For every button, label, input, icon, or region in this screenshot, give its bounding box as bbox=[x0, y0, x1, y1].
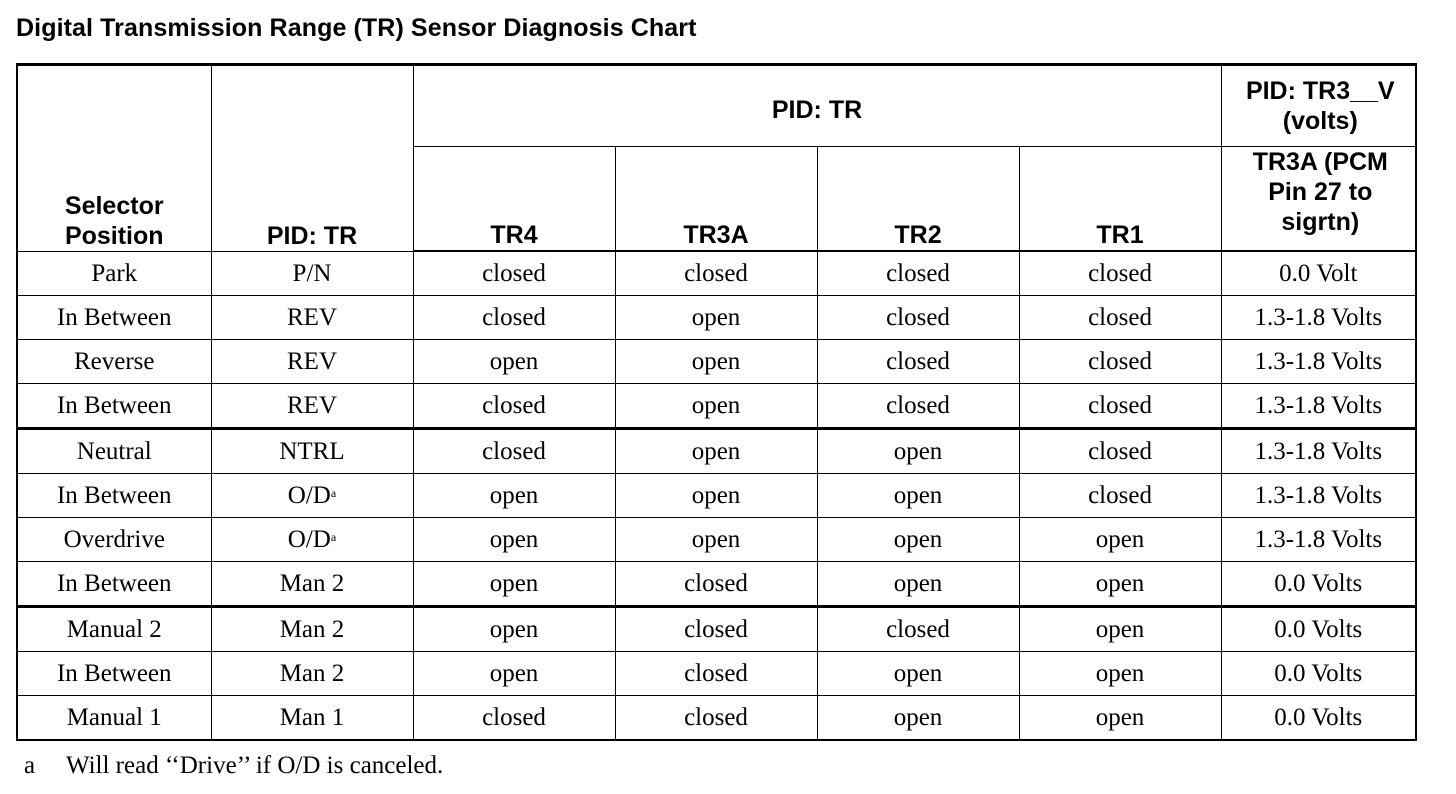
cell-volts bbox=[1221, 429, 1416, 474]
cell-tr1-text: open bbox=[1095, 660, 1145, 687]
cell-tr4-text: open bbox=[489, 616, 539, 643]
cell-tr4 bbox=[413, 607, 615, 652]
cell-volts-text: 0.0 Volts bbox=[1274, 616, 1363, 643]
cell-pid-tr bbox=[211, 607, 413, 652]
cell-tr1-text: closed bbox=[1088, 304, 1152, 331]
cell-tr1-text: open bbox=[1095, 526, 1145, 553]
cell-tr4-text: open bbox=[489, 660, 539, 687]
cell-tr4-text: open bbox=[489, 348, 539, 375]
cell-tr2-text: open bbox=[893, 704, 943, 731]
cell-tr3a-text: open bbox=[691, 348, 741, 375]
cell-tr2 bbox=[817, 474, 1019, 518]
cell-tr4-text: open bbox=[489, 526, 539, 553]
cell-tr2 bbox=[817, 518, 1019, 562]
cell-volts bbox=[1221, 607, 1416, 652]
header-tr3a-pcm: TR3A (PCM Pin 27 to sigrtn) bbox=[1221, 147, 1416, 252]
header-pid-tr-group: PID: TR bbox=[413, 65, 1221, 147]
cell-pid-tr-text: O/D bbox=[287, 482, 331, 509]
cell-tr2-text: open bbox=[893, 438, 943, 465]
cell-selector-position bbox=[17, 384, 211, 429]
cell-tr1 bbox=[1019, 518, 1221, 562]
cell-tr1-text: open bbox=[1095, 570, 1145, 597]
cell-pid-tr-text: O/D bbox=[287, 526, 331, 553]
cell-tr2-text: closed bbox=[886, 260, 950, 287]
cell-selector-position bbox=[17, 607, 211, 652]
header-selector-position: Selector Position bbox=[17, 65, 211, 252]
cell-volts bbox=[1221, 340, 1416, 384]
cell-tr1 bbox=[1019, 696, 1221, 741]
cell-tr3a bbox=[615, 296, 817, 340]
cell-tr1 bbox=[1019, 652, 1221, 696]
header-tr4: TR4 bbox=[413, 147, 615, 252]
cell-tr3a bbox=[615, 251, 817, 296]
cell-tr3a bbox=[615, 652, 817, 696]
cell-tr4 bbox=[413, 251, 615, 296]
cell-selector-position bbox=[17, 652, 211, 696]
cell-volts-text: 1.3-1.8 Volts bbox=[1254, 526, 1383, 553]
footnote-text: Will read ‘‘Drive’’ if O/D is canceled. bbox=[66, 752, 444, 779]
cell-selector-position-text: In Between bbox=[56, 482, 172, 509]
cell-tr1 bbox=[1019, 474, 1221, 518]
cell-tr4-text: open bbox=[489, 482, 539, 509]
cell-pid-tr bbox=[211, 251, 413, 296]
cell-volts-text: 1.3-1.8 Volts bbox=[1254, 348, 1383, 375]
table-row bbox=[17, 696, 1416, 741]
table-body bbox=[17, 251, 1416, 740]
cell-selector-position-text: In Between bbox=[56, 304, 172, 331]
cell-tr4 bbox=[413, 474, 615, 518]
cell-selector-position-text: In Between bbox=[56, 392, 172, 419]
cell-selector-position-text: Manual 1 bbox=[66, 704, 162, 731]
cell-volts bbox=[1221, 384, 1416, 429]
cell-tr2 bbox=[817, 384, 1019, 429]
cell-pid-tr bbox=[211, 518, 413, 562]
chart-title: Digital Transmission Range (TR) Sensor Diagnosis Chart bbox=[16, 14, 697, 42]
cell-selector-position bbox=[17, 474, 211, 518]
cell-tr2 bbox=[817, 296, 1019, 340]
table-row bbox=[17, 562, 1416, 607]
cell-tr1 bbox=[1019, 384, 1221, 429]
header-pid-tr: PID: TR bbox=[211, 65, 413, 252]
cell-tr2-text: closed bbox=[886, 392, 950, 419]
cell-tr3a bbox=[615, 607, 817, 652]
cell-selector-position bbox=[17, 562, 211, 607]
cell-tr2-text: open bbox=[893, 570, 943, 597]
cell-pid-tr-text: REV bbox=[287, 304, 337, 331]
cell-volts-text: 0.0 Volt bbox=[1279, 260, 1358, 287]
cell-tr4-text: closed bbox=[482, 260, 546, 287]
cell-tr4 bbox=[413, 696, 615, 741]
cell-volts-text: 0.0 Volts bbox=[1274, 660, 1363, 687]
cell-tr1-text: closed bbox=[1088, 260, 1152, 287]
footnote-ref: a bbox=[330, 530, 337, 544]
cell-tr2-text: closed bbox=[886, 348, 950, 375]
cell-selector-position bbox=[17, 518, 211, 562]
cell-tr3a-text: closed bbox=[684, 260, 748, 287]
cell-tr3a-text: open bbox=[691, 526, 741, 553]
cell-volts-text: 0.0 Volts bbox=[1274, 704, 1363, 731]
header-tr1: TR1 bbox=[1019, 147, 1221, 252]
cell-pid-tr bbox=[211, 340, 413, 384]
table-row bbox=[17, 384, 1416, 429]
cell-tr1-text: closed bbox=[1088, 438, 1152, 465]
cell-pid-tr-text: P/N bbox=[292, 259, 332, 287]
header-tr2: TR2 bbox=[817, 147, 1019, 252]
cell-pid-tr bbox=[211, 474, 413, 518]
cell-tr2-text: open bbox=[893, 660, 943, 687]
cell-volts bbox=[1221, 562, 1416, 607]
cell-tr1-text: closed bbox=[1088, 482, 1152, 509]
cell-tr3a-text: closed bbox=[684, 660, 748, 687]
cell-tr2-text: open bbox=[893, 526, 943, 553]
header-tr3a: TR3A bbox=[615, 147, 817, 252]
table-row bbox=[17, 429, 1416, 474]
cell-tr4 bbox=[413, 518, 615, 562]
cell-pid-tr bbox=[211, 429, 413, 474]
cell-tr4-text: closed bbox=[482, 438, 546, 465]
header-pid-tr3-v: PID: TR3__V (volts) bbox=[1221, 65, 1416, 147]
cell-volts bbox=[1221, 251, 1416, 296]
cell-tr1-text: closed bbox=[1088, 348, 1152, 375]
cell-volts-text: 1.3-1.8 Volts bbox=[1254, 482, 1383, 509]
cell-tr3a bbox=[615, 562, 817, 607]
cell-tr4-text: closed bbox=[482, 392, 546, 419]
cell-tr3a bbox=[615, 340, 817, 384]
cell-tr3a-text: closed bbox=[684, 570, 748, 597]
cell-pid-tr-text: REV bbox=[287, 348, 337, 375]
cell-pid-tr bbox=[211, 696, 413, 741]
cell-pid-tr-text: Man 2 bbox=[279, 616, 345, 643]
cell-volts bbox=[1221, 518, 1416, 562]
cell-selector-position bbox=[17, 340, 211, 384]
cell-pid-tr bbox=[211, 384, 413, 429]
cell-selector-position-text: Park bbox=[91, 259, 138, 287]
footnote-mark: a bbox=[24, 752, 36, 779]
cell-tr1 bbox=[1019, 607, 1221, 652]
cell-tr2 bbox=[817, 251, 1019, 296]
table-row bbox=[17, 652, 1416, 696]
cell-tr1-text: closed bbox=[1088, 392, 1152, 419]
cell-tr4 bbox=[413, 296, 615, 340]
footnote-ref: a bbox=[330, 486, 337, 500]
cell-tr2-text: open bbox=[893, 482, 943, 509]
cell-tr1 bbox=[1019, 429, 1221, 474]
cell-volts bbox=[1221, 474, 1416, 518]
cell-pid-tr bbox=[211, 652, 413, 696]
cell-tr4 bbox=[413, 340, 615, 384]
cell-tr3a-text: open bbox=[691, 438, 741, 465]
cell-selector-position-text: Reverse bbox=[73, 348, 155, 375]
cell-tr2 bbox=[817, 340, 1019, 384]
cell-tr4 bbox=[413, 429, 615, 474]
cell-tr1 bbox=[1019, 562, 1221, 607]
tr-sensor-diagnosis-table bbox=[16, 63, 1417, 741]
cell-tr1-text: open bbox=[1095, 704, 1145, 731]
cell-volts bbox=[1221, 296, 1416, 340]
cell-tr3a bbox=[615, 384, 817, 429]
cell-tr3a bbox=[615, 696, 817, 741]
table-row bbox=[17, 296, 1416, 340]
cell-tr3a bbox=[615, 474, 817, 518]
cell-volts-text: 1.3-1.8 Volts bbox=[1254, 392, 1383, 419]
table-header bbox=[17, 65, 1416, 252]
cell-tr2 bbox=[817, 562, 1019, 607]
table-row bbox=[17, 251, 1416, 296]
cell-selector-position-text: Manual 2 bbox=[66, 616, 162, 643]
cell-tr3a-text: open bbox=[691, 392, 741, 419]
cell-tr1 bbox=[1019, 251, 1221, 296]
cell-tr3a-text: closed bbox=[684, 704, 748, 731]
cell-selector-position-text: In Between bbox=[56, 570, 172, 597]
cell-volts bbox=[1221, 696, 1416, 741]
cell-tr1 bbox=[1019, 296, 1221, 340]
cell-tr3a bbox=[615, 429, 817, 474]
cell-pid-tr-text: NTRL bbox=[279, 438, 345, 465]
cell-tr3a bbox=[615, 518, 817, 562]
cell-tr2-text: closed bbox=[886, 304, 950, 331]
cell-tr4-text: closed bbox=[482, 304, 546, 331]
cell-selector-position-text: Neutral bbox=[76, 438, 152, 465]
cell-tr4-text: open bbox=[489, 570, 539, 597]
cell-tr2 bbox=[817, 652, 1019, 696]
header-row-top bbox=[17, 65, 1416, 147]
cell-volts-text: 1.3-1.8 Volts bbox=[1254, 438, 1383, 465]
cell-tr3a-text: open bbox=[691, 482, 741, 509]
cell-selector-position bbox=[17, 296, 211, 340]
cell-tr2 bbox=[817, 607, 1019, 652]
footnote bbox=[24, 752, 443, 780]
cell-tr4-text: closed bbox=[482, 704, 546, 731]
cell-tr1-text: open bbox=[1095, 616, 1145, 643]
cell-tr4 bbox=[413, 652, 615, 696]
cell-selector-position bbox=[17, 251, 211, 296]
cell-pid-tr-text: Man 2 bbox=[279, 660, 345, 687]
cell-selector-position bbox=[17, 429, 211, 474]
cell-selector-position-text: Overdrive bbox=[63, 526, 165, 553]
cell-selector-position bbox=[17, 696, 211, 741]
cell-pid-tr-text: Man 1 bbox=[279, 704, 345, 731]
cell-volts-text: 1.3-1.8 Volts bbox=[1254, 304, 1383, 331]
cell-tr2 bbox=[817, 429, 1019, 474]
cell-tr1 bbox=[1019, 340, 1221, 384]
cell-tr4 bbox=[413, 384, 615, 429]
cell-pid-tr-text: REV bbox=[287, 392, 337, 419]
cell-tr2-text: closed bbox=[886, 616, 950, 643]
table-row bbox=[17, 340, 1416, 384]
cell-pid-tr bbox=[211, 562, 413, 607]
cell-volts-text: 0.0 Volts bbox=[1274, 570, 1363, 597]
table-row bbox=[17, 474, 1416, 518]
cell-tr2 bbox=[817, 696, 1019, 741]
cell-pid-tr-text: Man 2 bbox=[279, 570, 345, 597]
cell-tr4 bbox=[413, 562, 615, 607]
table-row bbox=[17, 518, 1416, 562]
cell-tr3a-text: open bbox=[691, 304, 741, 331]
cell-pid-tr bbox=[211, 296, 413, 340]
cell-volts bbox=[1221, 652, 1416, 696]
cell-tr3a-text: closed bbox=[684, 616, 748, 643]
table-row bbox=[17, 607, 1416, 652]
cell-selector-position-text: In Between bbox=[56, 660, 172, 687]
